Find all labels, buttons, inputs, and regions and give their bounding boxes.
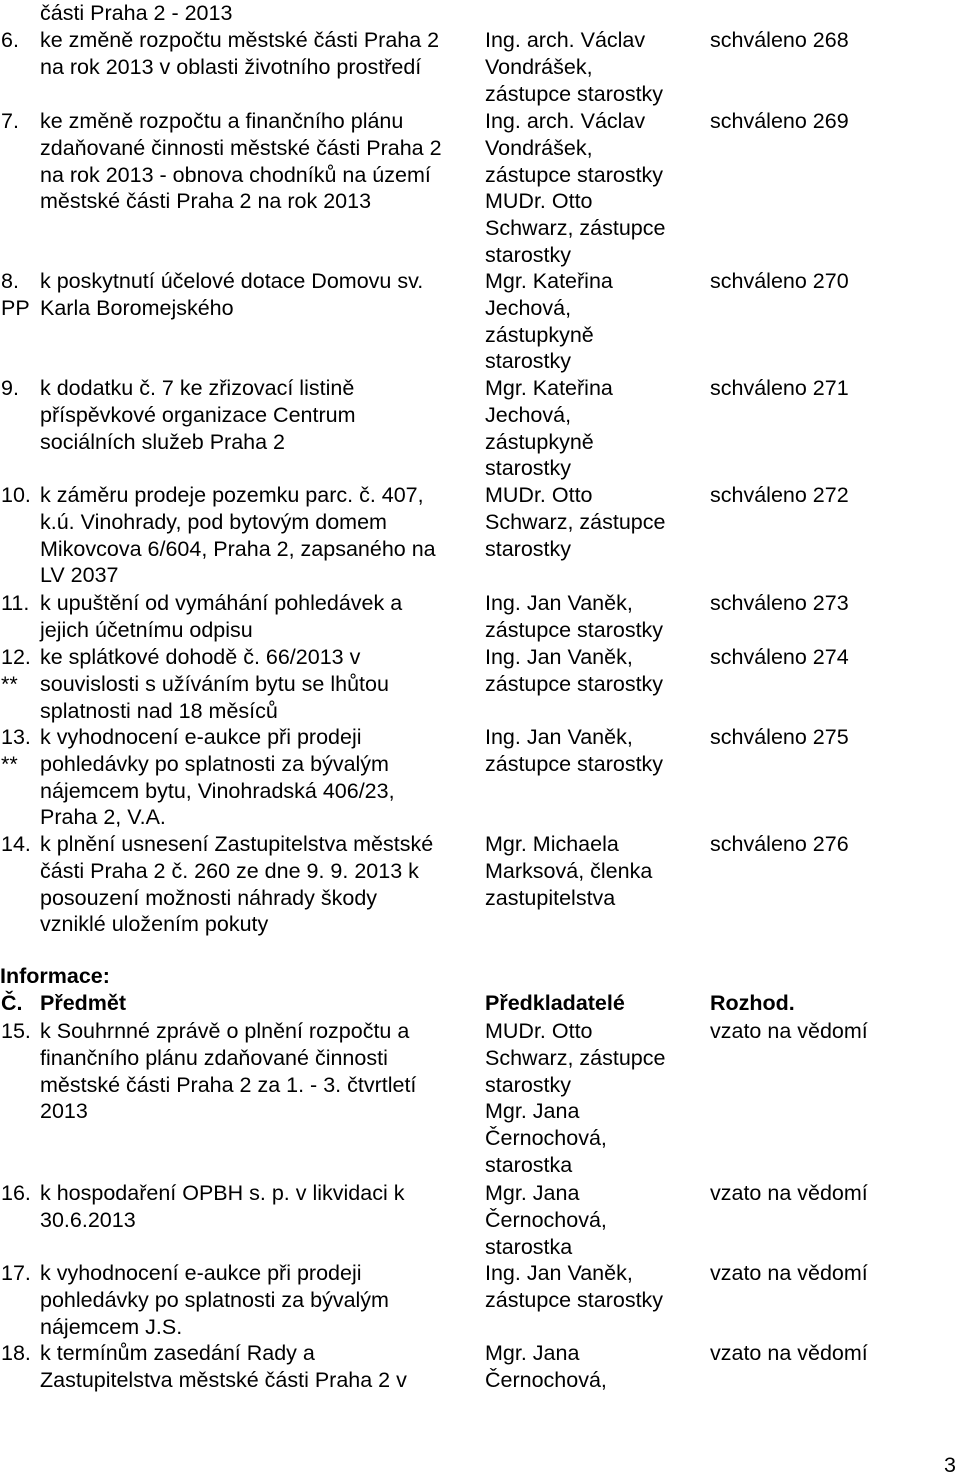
item-submitter-line: Schwarz, zástupce (485, 1045, 666, 1070)
item-number-line: 14. (1, 832, 31, 856)
item-submitter-line: starostky (485, 349, 572, 374)
item-decision: vzato na vědomí (710, 1341, 868, 1365)
item-number-line: 7. (1, 109, 19, 133)
item-subject-line: k termínům zasedání Rady a (40, 1341, 315, 1365)
item-submitter-line: zástupce starostky (485, 1287, 664, 1312)
header-decision: Rozhod. (710, 991, 795, 1015)
item-number-line: 8. (1, 269, 19, 293)
item-subject (40, 1018, 480, 1125)
item-submitter-line: Ing. Jan Vaněk, (485, 1261, 633, 1285)
item-decision: schváleno 276 (710, 832, 849, 856)
item-submitter (485, 644, 700, 698)
header-subject: Předmět (40, 991, 127, 1015)
item-number-line: PP (1, 295, 30, 320)
item-number-line: 17. (1, 1261, 31, 1285)
item-subject-line: finančního plánu zdaňované činnosti (40, 1045, 388, 1070)
item-subject-line: posouzení možnosti náhrady škody (40, 885, 378, 910)
item-subject-line: sociálních služeb Praha 2 (40, 429, 286, 454)
item-number (1, 1340, 41, 1367)
item-subject (40, 831, 480, 938)
item-subject-line: jejich účetnímu odpisu (40, 617, 253, 642)
item-subject-line: k vyhodnocení e-aukce při prodeji (40, 1261, 362, 1285)
item-subject-line: k záměru prodeje pozemku parc. č. 407, (40, 483, 424, 507)
item-submitter-line: zástupkyně (485, 429, 594, 454)
item-subject (40, 590, 480, 644)
item-submitter-line: Vondrášek, (485, 54, 593, 79)
item-subject-line: 30.6.2013 (40, 1207, 136, 1232)
item-submitter-line: starostka (485, 1234, 573, 1259)
item-submitter-line: Vondrášek, (485, 135, 593, 160)
item-submitter-line: zástupce starostky (485, 671, 664, 696)
item-decision: schváleno 274 (710, 645, 849, 669)
item-submitter (485, 1340, 700, 1394)
item-number (1, 644, 41, 698)
item-submitter-line: starostky (485, 536, 572, 561)
item-subject-line: části Praha 2 č. 260 ze dne 9. 9. 2013 k (40, 858, 419, 883)
item-submitter-line: MUDr. Otto (485, 1019, 593, 1043)
item-submitter-line: Ing. Jan Vaněk, (485, 645, 633, 669)
item-submitter-line: zástupce starostky (485, 81, 664, 106)
item-subject-line: Mikovcova 6/604, Praha 2, zapsaného na (40, 536, 436, 561)
item-submitter (485, 27, 700, 107)
item-submitter-line: zástupce starostky (485, 162, 664, 187)
item-submitter-line: zástupkyně (485, 322, 594, 347)
item-submitter-line: Mgr. Michaela (485, 832, 619, 856)
item-subject-line: ke změně rozpočtu a finančního plánu (40, 109, 404, 133)
item-subject-line: Zastupitelstva městské části Praha 2 v (40, 1367, 407, 1392)
item-submitter (485, 831, 700, 911)
item-number (1, 27, 41, 54)
item-submitter (485, 1018, 700, 1179)
item-subject (40, 724, 480, 831)
item-number-line: 12. (1, 645, 31, 669)
item-submitter-line: zastupitelstva (485, 885, 616, 910)
item-number-line: 6. (1, 28, 19, 52)
item-number (1, 1018, 41, 1045)
item-subject-line: k dodatku č. 7 ke zřizovací listině (40, 376, 355, 400)
item-number-line: 16. (1, 1181, 31, 1205)
item-subject-line: nájemcem J.S. (40, 1314, 183, 1339)
item-subject-line: Karla Boromejského (40, 295, 234, 320)
item-subject-line: příspěvkové organizace Centrum (40, 402, 356, 427)
item-subject-line: k Souhrnné zprávě o plnění rozpočtu a (40, 1019, 410, 1043)
item-number-line: 11. (1, 591, 30, 615)
item-subject-line: ke splátkové dohodě č. 66/2013 v (40, 645, 361, 669)
item-subject (40, 482, 480, 589)
item-submitter-line: Černochová, (485, 1367, 607, 1392)
item-subject-line: k vyhodnocení e-aukce při prodeji (40, 725, 362, 749)
item-subject-line: vzniklé uložením pokuty (40, 912, 269, 937)
item-submitter (485, 482, 700, 562)
item-subject-line: městské části Praha 2 za 1. - 3. čtvrtletí (40, 1072, 417, 1097)
top-fragment-line: části Praha 2 - 2013 (40, 1, 233, 25)
item-number-line: 9. (1, 376, 19, 400)
item-subject-line: k.ú. Vinohrady, pod bytovým domem (40, 509, 387, 534)
item-decision: schváleno 268 (710, 28, 849, 52)
item-subject-line: nájemcem bytu, Vinohradská 406/23, (40, 778, 395, 803)
item-submitter-line: Černochová, (485, 1126, 607, 1151)
item-subject (40, 1180, 480, 1234)
item-submitter-line: Mgr. Kateřina (485, 269, 613, 293)
item-submitter (485, 1260, 700, 1314)
item-subject-line: zdaňované činnosti městské části Praha 2 (40, 135, 442, 160)
item-submitter (485, 108, 700, 269)
item-decision: vzato na vědomí (710, 1181, 868, 1205)
item-subject (40, 644, 480, 724)
item-subject-line: k poskytnutí účelové dotace Domovu sv. (40, 269, 424, 293)
item-submitter (485, 1180, 700, 1260)
item-subject-line: na rok 2013 v oblasti životního prostředí (40, 54, 422, 79)
item-subject-line: splatnosti nad 18 měsíců (40, 698, 278, 723)
item-subject-line: pohledávky po splatnosti za bývalým (40, 1287, 389, 1312)
item-number (1, 1180, 41, 1207)
item-subject (40, 108, 480, 215)
item-number (1, 375, 41, 402)
item-subject (40, 375, 480, 455)
item-number-line: 13. (1, 725, 31, 749)
item-number (1, 590, 41, 617)
item-subject-line: ke změně rozpočtu městské části Praha 2 (40, 28, 440, 52)
item-number (1, 108, 41, 135)
item-submitter-line: Schwarz, zástupce (485, 216, 666, 241)
item-submitter-line: starostka (485, 1152, 573, 1177)
item-submitter-line: Ing. arch. Václav (485, 109, 646, 133)
item-number (1, 268, 41, 322)
item-submitter-line: Mgr. Jana (485, 1099, 580, 1124)
item-submitter (485, 375, 700, 482)
item-submitter-line: Ing. Jan Vaněk, (485, 725, 633, 749)
item-subject-line: 2013 (40, 1099, 88, 1124)
item-submitter-line: starostky (485, 242, 572, 267)
item-decision: schváleno 275 (710, 725, 849, 749)
item-submitter (485, 724, 700, 778)
item-submitter-line: Ing. Jan Vaněk, (485, 591, 633, 615)
item-submitter-line: Jechová, (485, 402, 572, 427)
item-submitter-line: starostky (485, 1072, 572, 1097)
item-submitter-line: MUDr. Otto (485, 189, 593, 214)
item-submitter-line: Schwarz, zástupce (485, 509, 666, 534)
item-number-line: ** (1, 671, 18, 696)
item-subject (40, 1340, 480, 1394)
item-submitter-line: zástupce starostky (485, 617, 664, 642)
item-number-line: 15. (1, 1019, 31, 1043)
top-fragment (40, 0, 232, 27)
item-submitter-line: starostky (485, 456, 572, 481)
item-subject-line: městské části Praha 2 na rok 2013 (40, 189, 372, 214)
header-number: Č. (1, 991, 23, 1015)
item-subject-line: na rok 2013 - obnova chodníků na území (40, 162, 431, 187)
page-number: 3 (944, 1453, 956, 1477)
item-subject-line: LV 2037 (40, 563, 119, 588)
section-title: Informace: (0, 964, 110, 988)
item-number-line: 10. (1, 483, 31, 507)
item-decision: schváleno 271 (710, 376, 849, 400)
item-number (1, 724, 41, 778)
item-subject-line: k plnění usnesení Zastupitelstva městské (40, 832, 434, 856)
item-subject-line: souvislosti s užíváním bytu se lhůtou (40, 671, 389, 696)
header-submitter: Předkladatelé (485, 991, 625, 1015)
item-decision: schváleno 270 (710, 269, 849, 293)
item-submitter-line: Mgr. Kateřina (485, 376, 613, 400)
item-decision: schváleno 272 (710, 483, 849, 507)
item-submitter-line: Ing. arch. Václav (485, 28, 646, 52)
item-number-line: 18. (1, 1341, 31, 1365)
item-submitter-line: Mgr. Jana (485, 1341, 580, 1365)
item-decision: vzato na vědomí (710, 1019, 868, 1043)
item-subject (40, 268, 480, 322)
item-subject-line: k upuštění od vymáhání pohledávek a (40, 591, 403, 615)
item-submitter-line: zástupce starostky (485, 751, 664, 776)
item-submitter-line: Jechová, (485, 295, 572, 320)
item-number-line: ** (1, 751, 18, 776)
item-subject-line: Praha 2, V.A. (40, 805, 166, 830)
item-number (1, 1260, 41, 1287)
item-submitter-line: MUDr. Otto (485, 483, 593, 507)
item-submitter-line: Černochová, (485, 1207, 607, 1232)
item-subject-line: pohledávky po splatnosti za bývalým (40, 751, 389, 776)
item-decision: schváleno 269 (710, 109, 849, 133)
item-number (1, 831, 41, 858)
item-submitter (485, 268, 700, 375)
item-submitter-line: Marksová, členka (485, 858, 653, 883)
item-subject-line: k hospodaření OPBH s. p. v likvidaci k (40, 1181, 405, 1205)
item-submitter (485, 590, 700, 644)
item-subject (40, 1260, 480, 1340)
item-decision: schváleno 273 (710, 591, 849, 615)
item-submitter-line: Mgr. Jana (485, 1181, 580, 1205)
item-subject (40, 27, 480, 81)
item-number (1, 482, 41, 509)
item-decision: vzato na vědomí (710, 1261, 868, 1285)
